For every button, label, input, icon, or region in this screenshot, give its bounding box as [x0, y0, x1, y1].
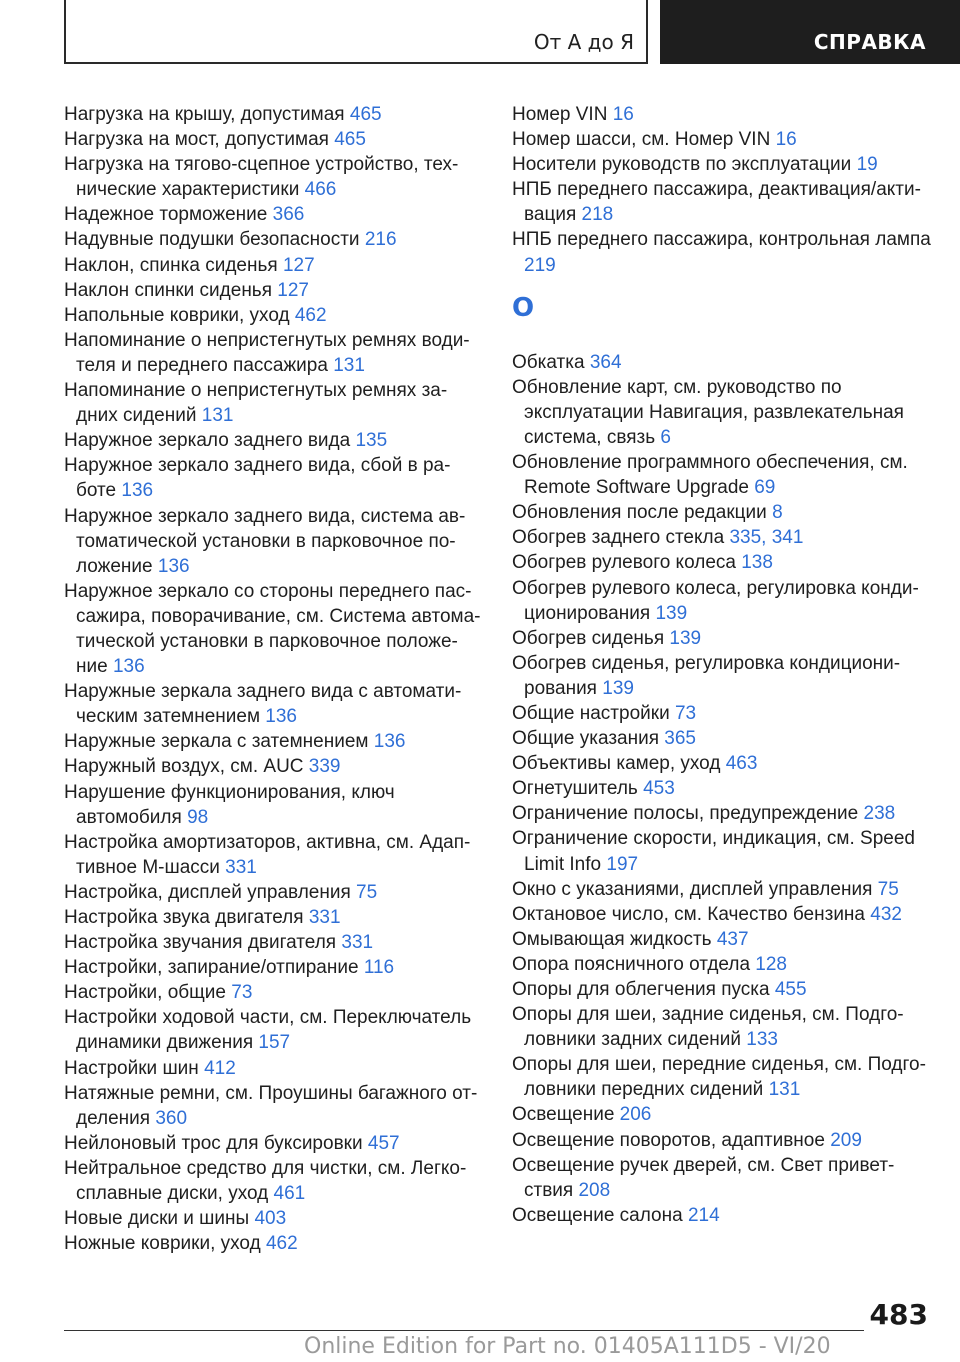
index-entry: [64, 127, 484, 152]
page-reference-link[interactable]: 457: [367, 1132, 400, 1154]
index-entry-text: Обогрев сиденья, регулировка кондициони-рования: [512, 652, 901, 699]
page-reference-link[interactable]: 364: [589, 351, 622, 373]
index-entry-text: Наружное зеркало заднего вида, сбой в ра-боте: [64, 455, 451, 502]
page-reference-link[interactable]: 19: [856, 154, 878, 176]
index-entry: [512, 576, 942, 626]
index-entry: [64, 378, 484, 428]
page-reference-link[interactable]: 128: [755, 953, 787, 975]
page-reference-link[interactable]: 208: [578, 1179, 611, 1201]
page-reference-link[interactable]: 218: [581, 204, 614, 226]
index-entry-text: Напоминание о непристегнутых ремнях води-теля и переднего пассажира: [64, 329, 470, 376]
index-entry-text: Новые диски и шины: [64, 1208, 255, 1230]
index-entry-text: Обновление карт, см. руководство по эксплуатации Навигация, развлекательная система, связь: [512, 376, 904, 448]
page-reference-link[interactable]: 69: [754, 477, 776, 499]
page-reference-link[interactable]: 157: [258, 1032, 291, 1054]
page-reference-link[interactable]: 16: [612, 104, 634, 125]
section-title: От А до Я: [533, 30, 634, 54]
index-entry-text: Октановое число, см. Качество бензина: [512, 903, 871, 925]
index-entry-text: Ограничение полосы, предупреждение: [512, 803, 864, 825]
index-entry: [64, 980, 484, 1005]
index-entry-text: Ножные коврики, уход: [64, 1233, 266, 1255]
page-reference-link[interactable]: 453: [643, 778, 675, 800]
index-entry: [512, 701, 942, 726]
page-reference-link[interactable]: 238: [863, 803, 896, 825]
index-entry-text: Освещение салона: [512, 1204, 688, 1226]
page-reference-link[interactable]: 135: [355, 430, 388, 452]
index-entry: [512, 952, 942, 977]
page-reference-link[interactable]: 219: [524, 254, 556, 276]
index-entry-text: Номер VIN: [512, 104, 613, 125]
index-entry: [512, 801, 942, 826]
page-reference-link[interactable]: 131: [201, 405, 234, 427]
index-entry-text: Опоры для шеи, задние сиденья, см. Подго-ловники задних сидений: [512, 1004, 904, 1051]
index-entry: [64, 202, 484, 227]
index-entry-text: Настройка звука двигателя: [64, 907, 309, 928]
index-entry: [512, 102, 942, 127]
page-reference-link[interactable]: 116: [363, 957, 395, 979]
index-entry: [64, 1131, 484, 1156]
index-entry-text: Окно с указаниями, дисплей управления: [512, 878, 878, 900]
index-entry: [512, 350, 942, 375]
index-entry-text: Натяжные ремни, см. Проушины багажного от-деления: [64, 1082, 478, 1129]
index-entry-text: Нейтральное средство для чистки, см. Легко-сплавные диски, уход: [64, 1157, 467, 1205]
index-column-left: [64, 102, 484, 1256]
index-entry-text: Объективы камер, уход: [512, 753, 726, 775]
page-reference-link[interactable]: 403: [254, 1208, 287, 1230]
page-reference-link[interactable]: 98: [187, 806, 209, 828]
page-reference-link[interactable]: 131: [768, 1079, 801, 1101]
index-entry-text: Настройки, запирание/отпирание: [64, 957, 364, 979]
page-reference-link[interactable]: 136: [373, 731, 406, 753]
index-entry: [64, 152, 484, 202]
page-reference-link[interactable]: 16: [775, 129, 797, 151]
index-entry-text: Наружные зеркала с затемнением: [64, 731, 374, 753]
index-entry: [64, 880, 484, 905]
page-reference-link[interactable]: 136: [112, 656, 145, 678]
index-entry: [64, 905, 484, 930]
page-reference-link[interactable]: 466: [304, 179, 337, 201]
index-group-top: [512, 102, 942, 278]
index-entry: [64, 780, 484, 830]
index-entry-text: Настройка амортизаторов, активна, см. Адап-тивное М-шасси: [64, 831, 471, 878]
index-entry: [64, 428, 484, 453]
index-entry: [64, 930, 484, 955]
index-entry-text: Наружное зеркало заднего вида, система ав-томатической установки в парковочное по-ложение: [64, 505, 466, 577]
page-reference-link[interactable]: 73: [231, 982, 253, 1004]
page-reference-link[interactable]: 462: [265, 1233, 298, 1255]
index-entry: [512, 902, 942, 927]
footer-text: Online Edition for Part no. 01405A111D5 - VI/20: [304, 1334, 831, 1359]
index-entry: [64, 830, 484, 880]
index-entry-text: Надежное торможение: [64, 204, 273, 226]
index-entry: [64, 253, 484, 278]
index-entry-text: Ограничение скорости, индикация, см. Speed Limit Info: [512, 828, 915, 875]
index-entry-text: Наружное зеркало заднего вида: [64, 430, 356, 452]
index-entry-text: Нарушение функционирования, ключ автомобиля: [64, 781, 395, 828]
index-entry-text: Носители руководств по эксплуатации: [512, 154, 857, 176]
tab-reference: [660, 0, 960, 64]
index-entry-text: Наклон, спинка сиденья: [64, 254, 283, 276]
page-reference-link[interactable]: 366: [272, 204, 305, 226]
page-reference-link[interactable]: 331: [225, 856, 257, 878]
index-entry-text: Обогрев сиденья: [512, 627, 670, 649]
index-entry: [512, 500, 942, 525]
index-entry-text: Напоминание о непристегнутых ремнях за-дних сидений: [64, 380, 448, 427]
index-entry-text: Обогрев рулевого колеса, регулировка конди-ционирования: [512, 577, 919, 624]
index-entry-text: Настройка звучания двигателя: [64, 932, 342, 954]
index-entry: [512, 1002, 942, 1052]
page-reference-link[interactable]: 331: [308, 907, 341, 928]
index-entry: [512, 1052, 942, 1102]
page-reference-link[interactable]: 339: [308, 756, 341, 778]
page-reference-link[interactable]: 139: [655, 602, 688, 624]
page-reference-link[interactable]: 136: [157, 555, 190, 577]
page-reference-link[interactable]: 139: [602, 677, 634, 699]
page-reference-link[interactable]: 75: [877, 878, 899, 900]
page-reference-link[interactable]: 139: [669, 627, 702, 649]
index-entry: [512, 776, 942, 801]
index-entry-text: Освещение поворотов, адаптивное: [512, 1129, 831, 1151]
page-reference-link[interactable]: 133: [746, 1029, 778, 1051]
page-reference-link[interactable]: 331: [341, 932, 374, 954]
index-entry-text: Освещение: [512, 1104, 620, 1126]
index-entry: [512, 1203, 942, 1228]
index-entry: [64, 278, 484, 303]
section-letter: О: [512, 292, 535, 323]
index-entry: [512, 751, 942, 776]
index-entry-text: Напольные коврики, уход: [64, 304, 295, 326]
index-entry: [64, 102, 484, 127]
index-entry-text: Нагрузка на тягово-сцепное устройство, тех-нические характеристики: [64, 154, 459, 201]
index-entry: [512, 525, 942, 550]
page-reference-link[interactable]: 465: [349, 104, 382, 125]
page-reference-link[interactable]: 437: [716, 928, 749, 950]
index-entry: [64, 303, 484, 328]
index-entry-text: Омывающая жидкость: [512, 928, 717, 950]
index-entry-text: Наружное зеркало со стороны переднего пас-сажира, поворачивание, см. Система автома-тической установки в парковочное положе-ние: [64, 580, 481, 678]
index-entry: [64, 227, 484, 252]
page-reference-link[interactable]: 127: [277, 279, 309, 301]
index-entry: [512, 726, 942, 751]
index-group-bottom: [512, 350, 942, 1228]
index-entry-text: Общие указания: [512, 728, 665, 750]
index-entry: [512, 127, 942, 152]
index-entry: [64, 453, 484, 503]
index-entry-text: Настройка, дисплей управления: [64, 881, 357, 903]
index-entry-text: Настройки, общие: [64, 982, 232, 1004]
tab-reference-label: СПРАВКА: [813, 30, 926, 54]
index-entry-text: Надувные подушки безопасности: [64, 229, 365, 251]
page-reference-link[interactable]: 127: [282, 254, 315, 276]
index-entry: [64, 1156, 484, 1206]
page-reference-link[interactable]: 6: [660, 426, 671, 448]
index-entry: [512, 152, 942, 177]
index-entry-text: Нагрузка на крышу, допустимая: [64, 104, 350, 125]
page-reference-link[interactable]: 360: [155, 1107, 188, 1129]
index-entry: [512, 977, 942, 1002]
index-entry: [64, 955, 484, 980]
index-entry: [512, 227, 942, 277]
page-reference-link[interactable]: 463: [725, 753, 758, 775]
index-entry: [512, 1128, 942, 1153]
page-reference-link[interactable]: 136: [265, 706, 297, 728]
index-entry: [64, 754, 484, 779]
index-entry: [512, 177, 942, 227]
index-entry: [512, 826, 942, 876]
page-reference-link[interactable]: 365: [664, 728, 696, 750]
page-reference-link[interactable]: 455: [774, 979, 807, 1000]
index-entry-text: Опоры для шеи, передние сиденья, см. Подго-ловники передних сидений: [512, 1054, 926, 1101]
index-entry-text: Нагрузка на мост, допустимая: [64, 129, 335, 151]
index-entry: [64, 1056, 484, 1081]
index-entry-text: Обновления после редакции: [512, 502, 773, 524]
page-reference-link[interactable]: 462: [294, 304, 327, 326]
index-entry: [64, 1081, 484, 1131]
page-reference-link[interactable]: 412: [204, 1057, 236, 1079]
index-entry: [64, 1005, 484, 1055]
index-entry: [64, 679, 484, 729]
index-entry-text: Наклон спинки сиденья: [64, 279, 278, 301]
index-entry: [512, 375, 942, 450]
page-reference-link[interactable]: 209: [830, 1129, 862, 1151]
index-entry: [512, 877, 942, 902]
index-entry: [512, 651, 942, 701]
index-entry: [64, 729, 484, 754]
index-entry-text: Наружные зеркала заднего вида с автомати-ческим затемнением: [64, 681, 462, 728]
index-column-right: [512, 102, 942, 1228]
page-reference-link[interactable]: 465: [334, 129, 366, 151]
index-entry: [64, 579, 484, 679]
index-entry-text: Настройки ходовой части, см. Переключатель динамики движения: [64, 1007, 472, 1054]
index-entry: [512, 1153, 942, 1203]
index-entry-text: Обкатка: [512, 351, 590, 373]
index-entry-text: Настройки шин: [64, 1057, 205, 1079]
index-entry: [512, 927, 942, 952]
page-reference-link[interactable]: 214: [687, 1204, 720, 1226]
index-entry-text: Освещение ручек дверей, см. Свет привет-ствия: [512, 1154, 895, 1201]
page-reference-link[interactable]: 138: [741, 552, 773, 574]
index-entry-text: Обогрев рулевого колеса: [512, 552, 742, 574]
page-reference-link[interactable]: 131: [333, 354, 365, 376]
page-reference-link[interactable]: 75: [356, 881, 378, 903]
index-entry-text: Опора поясничного отдела: [512, 953, 756, 975]
index-entry: [64, 328, 484, 378]
page-reference-link[interactable]: 216: [364, 229, 397, 251]
index-entry: [512, 1102, 942, 1127]
index-entry-text: НПБ переднего пассажира, контрольная лампа: [512, 229, 931, 251]
index-entry: [512, 450, 942, 500]
page-reference-link[interactable]: 335, 341: [729, 527, 804, 549]
page-number: 483: [869, 1298, 928, 1331]
page-reference-link[interactable]: 8: [772, 502, 783, 524]
index-entry: [512, 626, 942, 651]
index-entry-text: Нейлоновый трос для буксировки: [64, 1132, 368, 1154]
page-reference-link[interactable]: 73: [674, 702, 697, 724]
header-frame: [64, 0, 648, 64]
page-reference-link[interactable]: 197: [606, 853, 639, 875]
index-entry-text: Общие настройки: [512, 702, 675, 724]
index-entry-text: Обновление программного обеспечения, см. Remote Software Upgrade: [512, 452, 908, 499]
page-reference-link[interactable]: 206: [619, 1104, 652, 1126]
index-entry-text: Наружный воздух, см. AUC: [64, 756, 309, 778]
footer-rule: [64, 1330, 864, 1331]
index-entry-text: НПБ переднего пассажира, деактивация/акти-вация: [512, 179, 921, 226]
page-reference-link[interactable]: 461: [273, 1183, 306, 1205]
index-entry: [64, 1206, 484, 1231]
index-entry: [64, 1231, 484, 1256]
index-entry: [64, 504, 484, 579]
index-entry-text: Обогрев заднего стекла: [512, 527, 730, 549]
page-reference-link[interactable]: 432: [870, 903, 902, 925]
page-reference-link[interactable]: 136: [121, 480, 154, 502]
index-entry-text: Опоры для облегчения пуска: [512, 979, 775, 1000]
index-entry-text: Номер шасси, см. Номер VIN: [512, 129, 776, 151]
index-entry-text: Огнетушитель: [512, 778, 644, 800]
index-entry: [512, 550, 942, 575]
